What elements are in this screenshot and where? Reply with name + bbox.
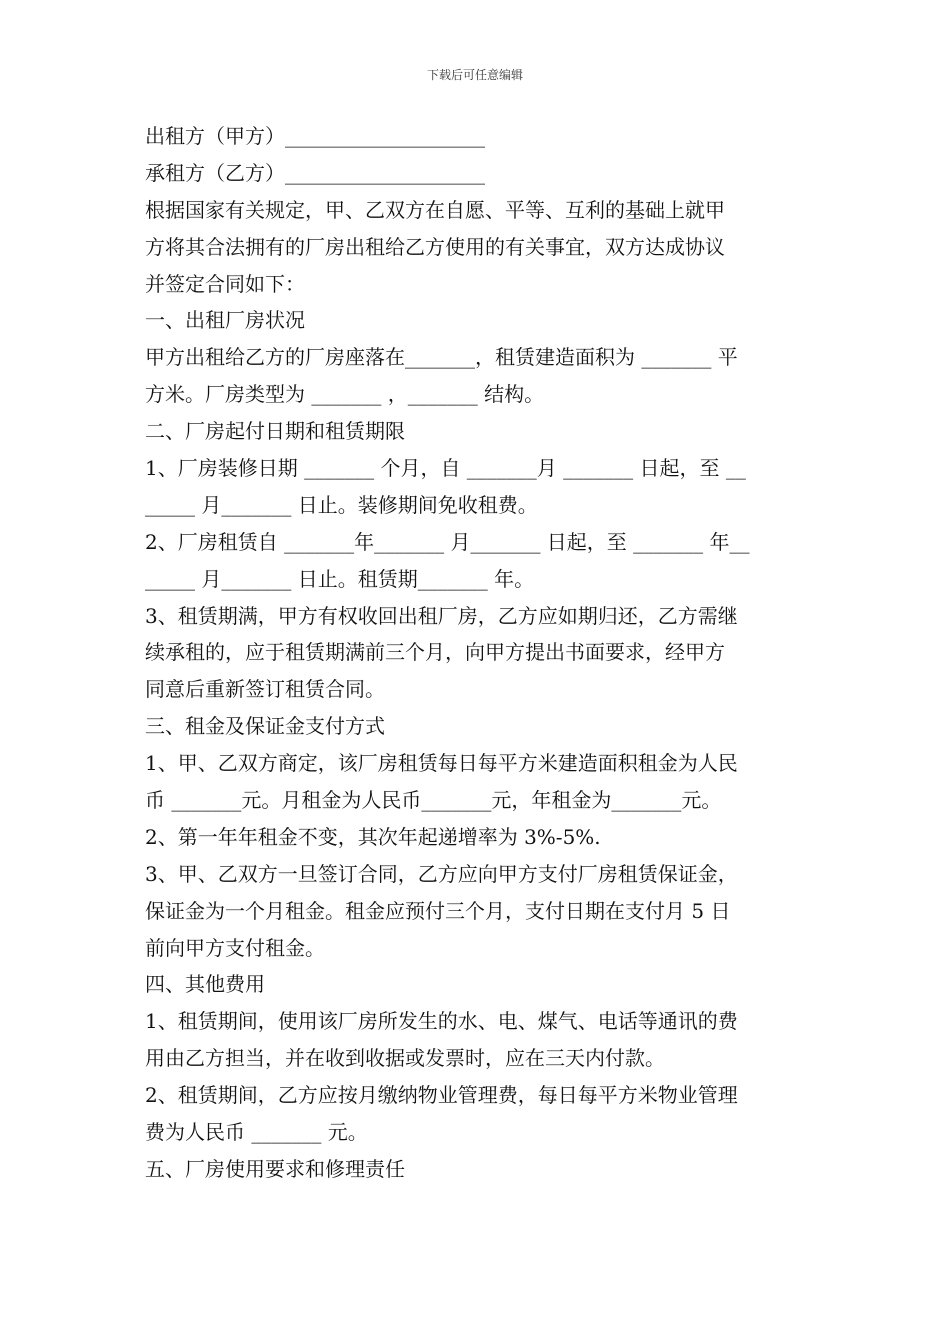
- paragraph-line: 2、第一年年租金不变，其次年起递增率为 3%-5%.: [145, 824, 601, 849]
- paragraph-line: 同意后重新签订租赁合同。: [145, 677, 385, 702]
- paragraph-line: 1、厂房装修日期 _______ 个月，自 _______月 _______ 日起，至 __: [145, 456, 746, 481]
- contract-body: [145, 118, 807, 1188]
- paragraph-line: 续承租的，应于租赁期满前三个月，向甲方提出书面要求，经甲方: [145, 640, 725, 665]
- section-heading-3: 三、租金及保证金支付方式: [145, 714, 385, 739]
- header-note: 下载后可任意编辑: [426, 68, 523, 82]
- paragraph-line: 方米。厂房类型为 _______ ，_______ 结构。: [145, 382, 545, 407]
- paragraph-line: 保证金为一个月租金。租金应预付三个月，支付日期在支付月 5 日: [145, 898, 731, 923]
- section-heading-5: 五、厂房使用要求和修理责任: [145, 1156, 405, 1181]
- paragraph-line: 1、甲、乙双方商定，该厂房租赁每日每平方米建造面积租金为人民: [145, 751, 738, 776]
- paragraph-line: 用由乙方担当，并在收到收据或发票时，应在三天内付款。: [145, 1046, 665, 1071]
- section-heading-4: 四、其他费用: [145, 972, 265, 997]
- paragraph-line: 1、租赁期间，使用该厂房所发生的水、电、煤气、电话等通讯的费: [145, 1009, 738, 1034]
- preamble-line: 并签定合同如下：: [145, 271, 305, 296]
- paragraph-line: _____ 月_______ 日止。装修期间免收租费。: [145, 492, 538, 517]
- section-heading-1: 一、出租厂房状况: [145, 308, 305, 333]
- paragraph-line: 甲方出租给乙方的厂房座落在_______，租赁建造面积为 _______ 平: [145, 345, 738, 370]
- preamble-line: 根据国家有关规定，甲、乙双方在自愿、平等、互利的基础上就甲: [145, 197, 725, 222]
- preamble-line: 方将其合法拥有的厂房出租给乙方使用的有关事宜，双方达成协议: [145, 234, 725, 259]
- paragraph-line: 2、租赁期间，乙方应按月缴纳物业管理费，每日每平方米物业管理: [145, 1083, 738, 1108]
- paragraph-line: 3、租赁期满，甲方有权收回出租厂房，乙方应如期归还，乙方需继: [145, 603, 738, 628]
- paragraph-line: 3、甲、乙双方一旦签订合同，乙方应向甲方支付厂房租赁保证金，: [145, 861, 738, 886]
- paragraph-line: 费为人民币 _______ 元。: [145, 1120, 368, 1145]
- section-heading-2: 二、厂房起付日期和租赁期限: [145, 419, 405, 444]
- paragraph-line: _____ 月_______ 日止。租赁期_______ 年。: [145, 566, 535, 591]
- lessor-line: 出租方（甲方）____________________: [145, 124, 485, 148]
- paragraph-line: 币 _______元。月租金为人民币_______元，年租金为_______元。: [145, 788, 722, 813]
- paragraph-line: 2、厂房租赁自 _______年_______ 月_______ 日起，至 _______ 年__: [145, 529, 750, 554]
- paragraph-line: 前向甲方支付租金。: [145, 935, 325, 960]
- lessee-line: 承租方（乙方）____________________: [145, 160, 485, 185]
